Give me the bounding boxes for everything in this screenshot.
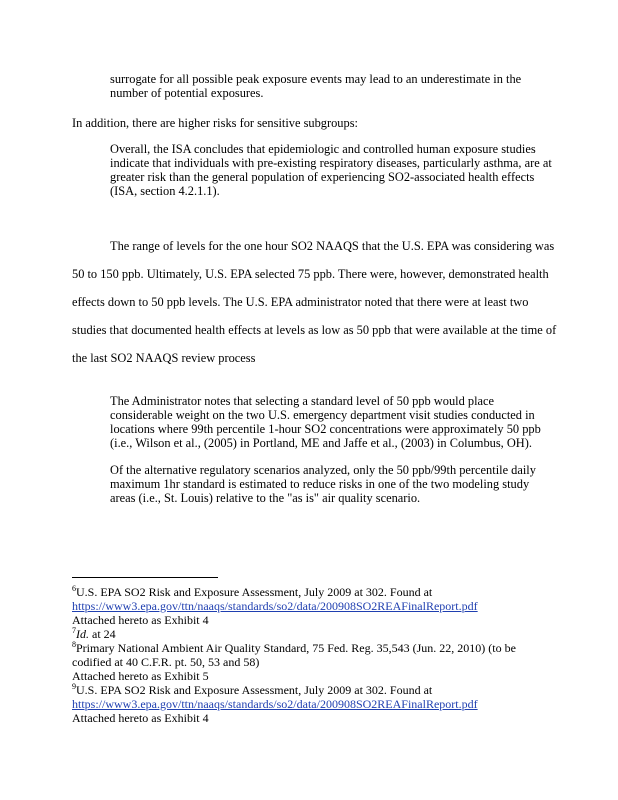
- footnote-number: 7: [72, 626, 76, 635]
- body-line: The range of levels for the one hour SO2 NAAQS that the U.S. EPA was considering was: [110, 239, 555, 253]
- footnote-7: [72, 628, 612, 642]
- quote-line: Overall, the ISA concludes that epidemiologic and controlled human exposure studies: [110, 142, 536, 156]
- quote-line: surrogate for all possible peak exposure events may lead to an underestimate in the: [110, 72, 522, 86]
- quote-line: locations where 99th percentile 1-hour SO2 concentrations were approximately 50 ppb: [110, 422, 541, 436]
- footnote-link[interactable]: https://www3.epa.gov/ttn/naaqs/standards/so2/data/200908SO2REAFinalReport.pdf: [72, 598, 478, 613]
- footnote-number: 6: [72, 584, 76, 593]
- footnote-6: [72, 586, 612, 627]
- body-line: 50 to 150 ppb. Ultimately, U.S. EPA selected 75 ppb. There were, however, demonstrated health: [72, 267, 549, 281]
- intro-paragraph: In addition, there are higher risks for sensitive subgroups:: [72, 116, 358, 130]
- quote-line: considerable weight on the two U.S. emergency department visit studies conducted in: [110, 408, 535, 422]
- quote-line: (ISA, section 4.2.1.1).: [110, 184, 220, 198]
- footnote-9: [72, 684, 612, 725]
- footnote-link[interactable]: https://www3.epa.gov/ttn/naaqs/standards/so2/data/200908SO2REAFinalReport.pdf: [72, 696, 478, 711]
- footnote-id: Id.: [76, 627, 89, 641]
- body-line: effects down to 50 ppb levels. The U.S. EPA administrator noted that there were at least two: [72, 295, 529, 309]
- footnote-text: Primary National Ambient Air Quality Standard, 75 Fed. Reg. 35,543 (Jun. 22, 2010) (to be: [76, 641, 516, 655]
- footnote-separator: [72, 577, 218, 578]
- footnote-text: U.S. EPA SO2 Risk and Exposure Assessment, July 2009 at 302. Found at: [76, 683, 433, 697]
- footnote-text: U.S. EPA SO2 Risk and Exposure Assessment, July 2009 at 302. Found at: [76, 585, 433, 599]
- quote-line: areas (i.e., St. Louis) relative to the "as is" air quality scenario.: [110, 491, 421, 505]
- footnote-8: [72, 642, 612, 683]
- block-quote-isa: [110, 142, 608, 198]
- footnote-attached: Attached hereto as Exhibit 5: [72, 668, 209, 683]
- footnote-attached: Attached hereto as Exhibit 4: [72, 710, 209, 725]
- body-line: the last SO2 NAAQS review process: [72, 351, 256, 365]
- quote-line: maximum 1hr standard is estimated to reduce risks in one of the two modeling study: [110, 477, 530, 491]
- quote-line: greater risk than the general population of experiencing SO2-associated health effects: [110, 170, 535, 184]
- body-line: studies that documented health effects at levels as low as 50 ppb that were available at the time of: [72, 323, 557, 337]
- quote-line: Of the alternative regulatory scenarios analyzed, only the 50 ppb/99th percentile daily: [110, 463, 536, 477]
- footnote-attached: Attached hereto as Exhibit 4: [72, 612, 209, 627]
- footnote-text: at 24: [92, 627, 116, 641]
- footnote-number: 8: [72, 640, 76, 649]
- footnote-text: codified at 40 C.F.R. pt. 50, 53 and 58): [72, 654, 260, 669]
- quote-line: number of potential exposures.: [110, 86, 264, 100]
- footnote-number: 9: [72, 682, 76, 691]
- block-quote-administrator: [110, 394, 608, 450]
- quote-line: The Administrator notes that selecting a standard level of 50 ppb would place: [110, 394, 495, 408]
- block-quote-exposure: [110, 72, 608, 100]
- quote-line: (i.e., Wilson et al., (2005) in Portland, ME and Jaffe et al., (2003) in Columbus, OH).: [110, 436, 532, 450]
- quote-line: indicate that individuals with pre-existing respiratory diseases, particularly asthma, are at: [110, 156, 552, 170]
- block-quote-scenarios: [110, 463, 608, 505]
